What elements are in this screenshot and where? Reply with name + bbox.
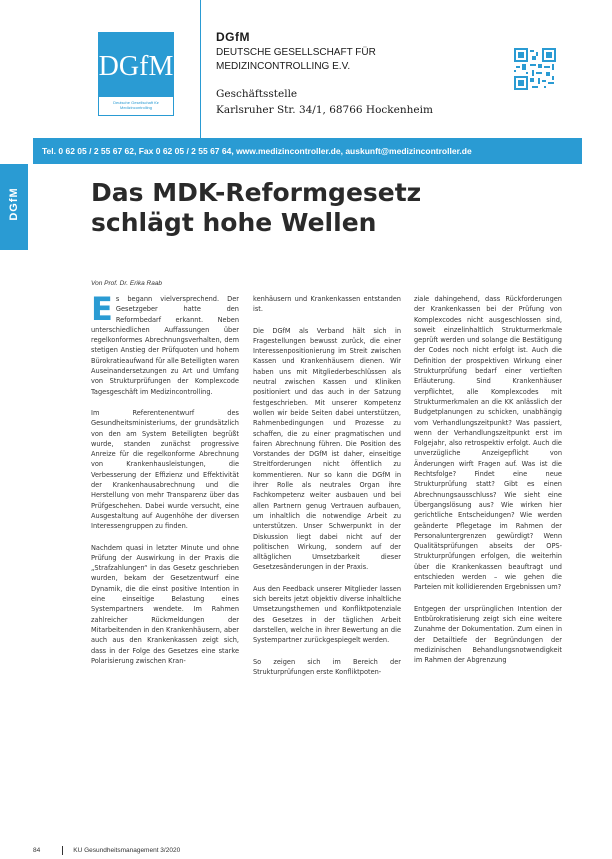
dgfm-logo xyxy=(98,32,174,116)
paragraph xyxy=(91,290,239,397)
side-tab-label: DGfM xyxy=(8,187,20,221)
office-label: Geschäftsstelle xyxy=(216,88,298,100)
paragraph: So zeigen sich im Bereich der Strukturprüfungen erste Konfliktpoten- xyxy=(253,657,401,676)
text-column-3 xyxy=(414,294,562,676)
title-line1: Das MDK-Reformgesetz xyxy=(91,178,422,207)
logo-graphic xyxy=(99,33,173,97)
paragraph: ziale dahingehend, dass Rückforderungen der Krankenkassen bei der Prüfung von Komplexcodes nicht ausgeschlossen sind, soweit einzelinhaltlich Strukturmerkmale geprüft werden und solange die Bestätigung der Codes noch nicht erfolgt ist. Auch die Definition der prospektiven Wirkung einer Strukturprüfung bedarf einer vertieften Erläuterung. Sind Krankenhäuser verpflichtet, alle Komplexcodes mit Strukturmerkmalen an die KK anlässlich der Budgetplanungen zu schicken, unabhängig vom Verhandlungszeitpunkt? Was passiert, wenn der Verhandlungszeitpunkt erst im Folgejahr, also retrospektiv erfolgt. Auch die unverzügliche Anzeigepflicht von Änderungen wirft Fragen auf. Was ist die Rechtsfolge? Findet eine neue Strukturprüfung statt? Gibt es einen Abrechnungsausschluss? Wie sieht eine Übergangslösung aus? Wie wirken hier gerichtliche Entscheidungen? Wie werden geänderte Pflegetage im Rahmen der Personaluntergrenzen gewürdigt? Wenn Qualitätsprüfungen abseits der OPS-Strukturprüfungen erfolgen, die weiterhin über die Krankenkassen beauftragt und entschieden werden – wie gehen die Parteien mit kollidierenden Ergebnissen um? xyxy=(414,295,562,592)
logo-letters: DGfM xyxy=(99,51,173,82)
author-line: Von Prof. Dr. Erika Raab xyxy=(91,280,163,287)
text-column-1 xyxy=(91,290,239,677)
paragraph-text: s begann vielversprechend. Der Gesetzgeber hatte den Reformbedarf erkannt. Neben unterschiedlichen Auffassungen über regelkonformes Abrechnungsverhalten, dem stetigen Anstieg der Prüfquoten und hohem Bürokratieaufwand für alle Beteiligten waren Auseinandersetzungen zu Art und Umfang von Strukturprüfungen der Komplexcode Tagesgeschäft im Medizincontrolling. xyxy=(91,295,239,396)
org-block xyxy=(216,30,376,73)
side-tab xyxy=(0,164,28,250)
logo-mark xyxy=(99,33,173,97)
office-block xyxy=(216,86,433,118)
article-title xyxy=(91,178,421,238)
header-divider xyxy=(200,0,201,138)
paragraph: Entgegen der ursprünglichen Intention der Entbürokratisierung zeigt sich eine weitere Zunahme der Dokumentation. Zum einen in der Detailtiefe der Begründungen der medizinischen Behandlungsnotwendigkeit im Rahmen der Abgrenzung xyxy=(414,604,562,665)
org-name-line2: MEDIZINCONTROLLING E.V. xyxy=(216,61,351,72)
logo-caption: Deutsche Gesellschaft für Medizincontrolling xyxy=(113,100,159,110)
contact-bar[interactable]: Tel. 0 62 05 / 2 55 67 62, Fax 0 62 05 / 2 55 67 64, www.medizincontroller.de, auskunft@medizincontroller.de xyxy=(33,138,582,164)
publication-name: KU Gesundheitsmanagement 3/2020 xyxy=(73,847,181,855)
title-line2: schlägt hohe Wellen xyxy=(91,208,377,237)
office-address: Karlsruher Str. 34/1, 68766 Hockenheim xyxy=(216,104,433,116)
page-footer xyxy=(33,846,180,855)
paragraph: kenhäusern und Krankenkassen entstanden ist. xyxy=(253,295,401,314)
org-abbr: DGfM xyxy=(216,30,250,44)
qr-code-icon[interactable] xyxy=(514,48,556,90)
text-column-2 xyxy=(253,294,401,688)
page-number: 84 xyxy=(33,847,41,855)
paragraph: Im Referentenentwurf des Gesundheitsministeriums, der grundsätzlich von den am System Beteiligten begrüßt wurde, standen zunächst progressive Anreize für die regelkonforme Abrechnung von Krankenhausleistungen, die Verbesserung der Effizienz und Effektivität der Krankenhausabrechnung und die Herstellung von mehr Transparenz über das Prüfgeschehen. Dabei wurde versucht, eine Ausgestaltung auf Augenhöhe der diversen Interessengruppen zu finden. xyxy=(91,408,239,531)
paragraph: Aus den Feedback unserer Mitglieder lassen sich bereits jetzt objektiv diverse inhaltliche Umsetzungsthemen und Konfliktpotenziale des Gesetzes in der täglichen Arbeit darstellen, welche in ihrer Bewertung an die Systempartner zurückgespiegelt werden. xyxy=(253,584,401,645)
footer-divider xyxy=(62,846,63,855)
org-name-line1: DEUTSCHE GESELLSCHAFT FÜR xyxy=(216,47,376,58)
paragraph: Nachdem quasi in letzter Minute und ohne Prüfung der Auswirkung in der Praxis die „Strafzahlungen“ in das Gesetz geschrieben wurden, bekam der Gesetzentwurf eine Dynamik, die die einst positive Intention in eine einseitige Belastung eines Systempartners wendete. Im Rahmen zahlreicher Rückmeldungen der Mitarbeitenden in den Krankenhäusern, aber auch aus den Krankenkassen zeigt sich, dass in der Folge des Gesetzes eine starke Polarisierung zwischen Kran- xyxy=(91,543,239,665)
drop-cap: E xyxy=(91,290,113,328)
paragraph: Die DGfM als Verband hält sich in Fragestellungen bewusst zurück, die einer Interessenpositionierung im Streit zwischen Kassen und Krankenhäusern dienen. Wir haben uns mit Mitgliederbeschlüssen als neutral zwischen Kassen und Kliniken positioniert und das auch in der Satzung festgeschrieben. Mit unserer Kompetenz wollen wir beide Seiten dabei unterstützen, Rahmenbedingungen und Prozesse zu schaffen, die zu einer pragmatischen und fairen Abrechnung führen. Die Position des Vorstandes der DGfM ist daher, einseitige Streitforderungen nicht öffentlich zu kommentieren. Nur so kann die DGfM in ihrer Rolle als neutrales Organ ihre Fachkompetenz weiter ausbauen und bei allen Partnern genug Vertrauen aufbauen, um inhaltlich die notwendige Arbeit zu unterstützen. Unser Schwerpunkt in der Diskussion liegt dabei nicht auf der politischen Wirkung, sondern auf der alltäglichen Umsetzbarkeit dieser Gesetzesänderungen in der Praxis. xyxy=(253,326,401,572)
